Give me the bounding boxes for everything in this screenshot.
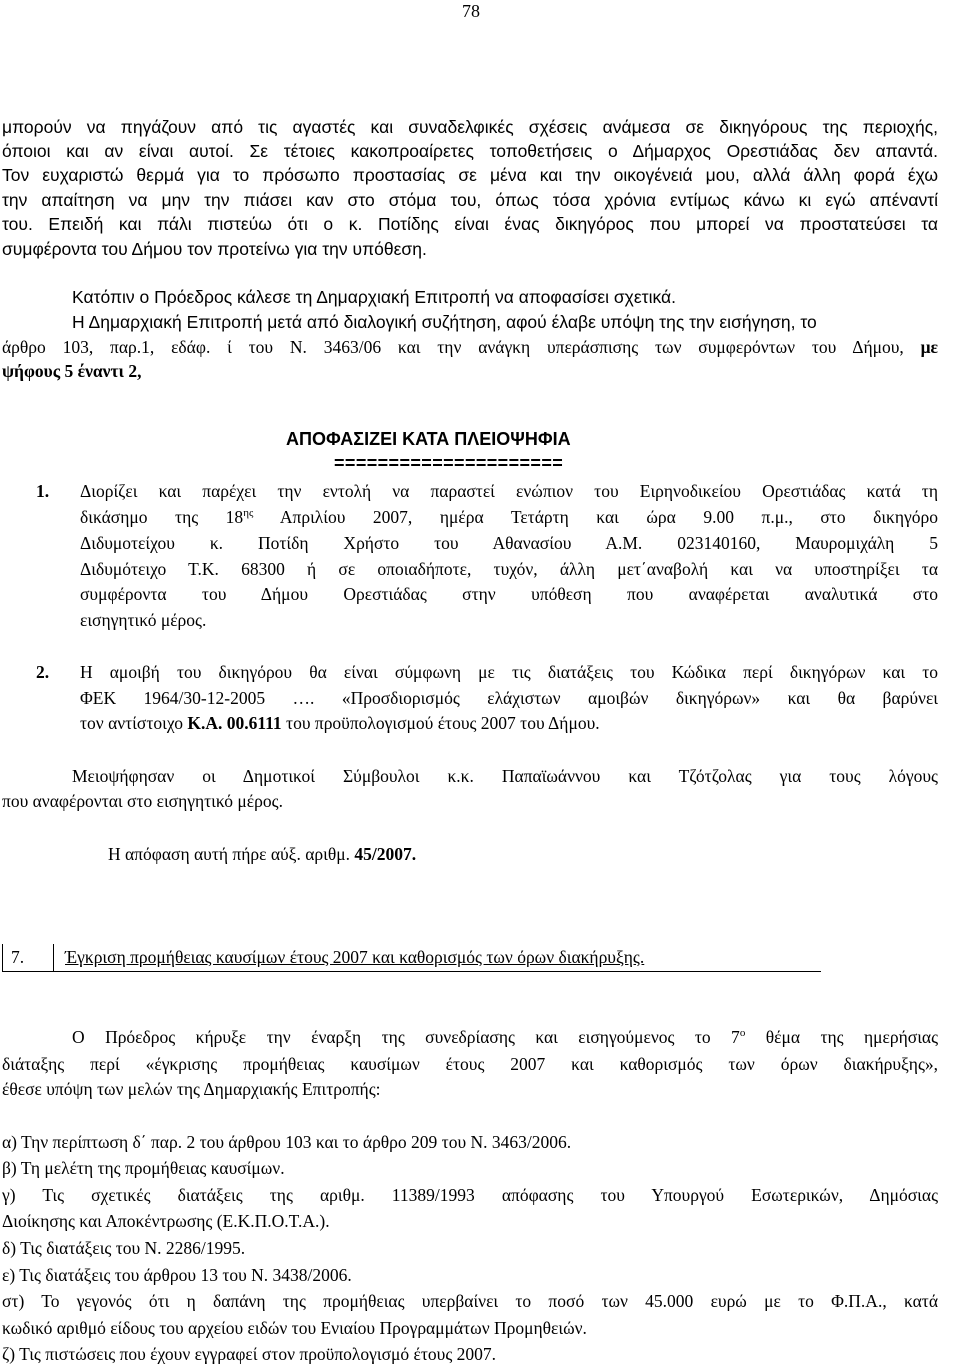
decision-line: Διορίζει και παρέχει την εντολή να παραστεί ενώπιον του Ειρηνοδικείου Ορεστιάδας κατά τη	[80, 481, 938, 501]
decision-number: 2.	[36, 662, 50, 682]
agenda-item-7	[2, 944, 821, 972]
vote-count: ψήφους 5 έναντι 2,	[2, 361, 142, 381]
agenda-item-number: 7.	[11, 947, 25, 967]
intro-line: Ο Πρόεδρος κήρυξε την έναρξη της συνεδρίασης και εισηγούμενος το $7^o$ θέμα της ημερήσιας	[72, 1027, 939, 1047]
decision-line: Διδυμοτείχου κ. Ποτίδη Χρήστο του Αθανασίου Α.Μ. 023140160, Μαυρομιχάλη 5	[80, 533, 938, 553]
agenda-item-divider	[53, 944, 54, 971]
paragraph-1-line: του. Επειδή και πάλι πιστεύω ότι ο κ. Ποτίδης είναι ένας δικηγόρος που μπορεί να προστατεύσει τα	[2, 214, 938, 234]
intro-line: έθεσε υπόψη των μελών της Δημαρχιακής Επιτροπής:	[2, 1079, 381, 1099]
paragraph-3-line	[2, 336, 938, 358]
paragraph-3-line: Η Δημαρχιακή Επιτροπή μετά από διαλογική συζήτηση, αφού έλαβε υπόψη της την εισήγηση, το	[72, 312, 817, 332]
paragraph-3-line	[2, 360, 142, 382]
paragraph-2: Κατόπιν ο Πρόεδρος κάλεσε τη Δημαρχιακή Επιτροπή να αποφασίσει σχετικά.	[72, 287, 676, 307]
list-item: Διοίκησης και Αποκέντρωσης (Ε.Κ.Π.Ο.Τ.Α.).	[2, 1211, 330, 1231]
decision-line: Η αμοιβή του δικηγόρου θα είναι σύμφωνη με τις διατάξεις του Κώδικα περί δικηγόρων και το	[80, 662, 938, 682]
list-item: κωδικό αριθμό είδους του αρχείου ειδών του Ενιαίου Προγραμμάτων Προμηθειών.	[2, 1318, 587, 1338]
decision-line: ΦΕΚ 1964/30-12-2005 …. «Προσδιορισμός ελάχιστων αμοιβών δικηγόρων» και θα βαρύνει	[80, 688, 938, 708]
agenda-item-title: Έγκριση προμήθειας καυσίμων έτους 2007 και καθορισμός των όρων διακήρυξης.	[65, 947, 645, 967]
list-item: ε) Τις διατάξεις του άρθρου 13 του Ν. 3438/2006.	[2, 1265, 352, 1285]
minority-line: Μειοψήφησαν οι Δημοτικοί Σύμβουλοι κ.κ. Παπαϊωάννου και Τζότζολας για τους λόγους	[72, 766, 938, 786]
intro-line: διάταξης περί «έγκρισης προμήθειας καυσίμων έτους 2007 και καθορισμός των όρων διακήρυξης»,	[2, 1054, 938, 1074]
list-item: β) Τη μελέτη της προμήθειας καυσίμων.	[2, 1158, 285, 1178]
decision-number-line: Η απόφαση αυτή πήρε αύξ. αριθμ. 45/2007.	[108, 844, 417, 864]
paragraph-1-line: την απαίτηση να μην την πιάσει καν στο στόμα του, όπως τόσα χρόνια εντίμως κάνω κι εγώ απέναντί	[2, 190, 938, 210]
decision-heading: ΑΠΟΦΑΣΙΖΕΙ ΚΑΤΑ ΠΛΕΙΟΨΗΦΙΑ	[286, 429, 571, 449]
paragraph-1-line: μπορούν να πηγάζουν από τις αγαστές και συναδελφικές σχέσεις ανάμεσα σε δικηγόρους της περιοχής,	[2, 117, 938, 137]
list-item: στ) Το γεγονός ότι η δαπάνη της προμήθειας υπερβαίνει το ποσό των 45.000 ευρώ με το Φ.Π.Α., κατά	[2, 1291, 938, 1311]
budget-code: Κ.Α. 00.6111	[187, 713, 282, 733]
page-number: 78	[462, 1, 480, 21]
paragraph-1-line: Τον ευχαριστώ θερμά για το πρόσωπο προστασίας σε μένα και την οικογένειά μου, αλλά άλλη φορά έχω	[2, 165, 938, 185]
decision-line: τον αντίστοιχο Κ.Α. 00.6111 του προϋπολογισμού έτους 2007 του Δήμου.	[80, 713, 600, 733]
decision-number: 1.	[36, 481, 50, 501]
paragraph-1-line: συμφέροντα του Δήμου τον προτείνω για την υπόθεση.	[2, 239, 427, 259]
decision-line: εισηγητικό μέρος.	[80, 610, 207, 630]
decision-line: Διδυμότειχο Τ.Κ. 68300 ή σε οποιαδήποτε, τυχόν, άλλη μετ΄αναβολή και να υποστηρίξει τα	[80, 559, 938, 579]
list-item: ζ) Τις πιστώσεις που έχουν εγγραφεί στον προϋπολογισμό έτους 2007.	[2, 1344, 497, 1364]
paragraph-3-bold: με	[920, 337, 939, 357]
list-item: γ) Τις σχετικές διατάξεις της αριθμ. 11389/1993 απόφασης του Υπουργού Εσωτερικών, Δημόσιας	[2, 1185, 938, 1205]
paragraph-3-text: άρθρο 103, παρ.1, εδάφ. ί του Ν. 3463/06 και την ανάγκη υπεράσπισης των συμφερόντων του Δήμου,	[2, 337, 904, 357]
decision-line: συμφέροντα του Δήμου Ορεστιάδας στην υπόθεση που αναφέρεται αναλυτικά στο	[80, 584, 938, 604]
minority-line: που αναφέρονται στο εισηγητικό μέρος.	[2, 791, 283, 811]
decision-number-value: 45/2007.	[354, 844, 417, 864]
paragraph-1-line: όποιοι και αν είναι αυτοί. Σε τέτοιες κακοπροαίρετες τοποθετήσεις ο Δήμαρχος Ορεστιάδας δεν απαντά.	[2, 141, 938, 161]
list-item: δ) Τις διατάξεις του Ν. 2286/1995.	[2, 1238, 246, 1258]
list-item: α) Την περίπτωση δ΄ παρ. 2 του άρθρου 103 και το άρθρο 209 του Ν. 3463/2006.	[2, 1132, 572, 1152]
decision-line: δικάσημο της $18^{\eta\varsigma}$ Απριλίου 2007, ημέρα Τετάρτη και ώρα 9.00 π.μ., στο δικηγόρο	[80, 507, 938, 527]
decision-rule: =====================	[334, 453, 564, 473]
